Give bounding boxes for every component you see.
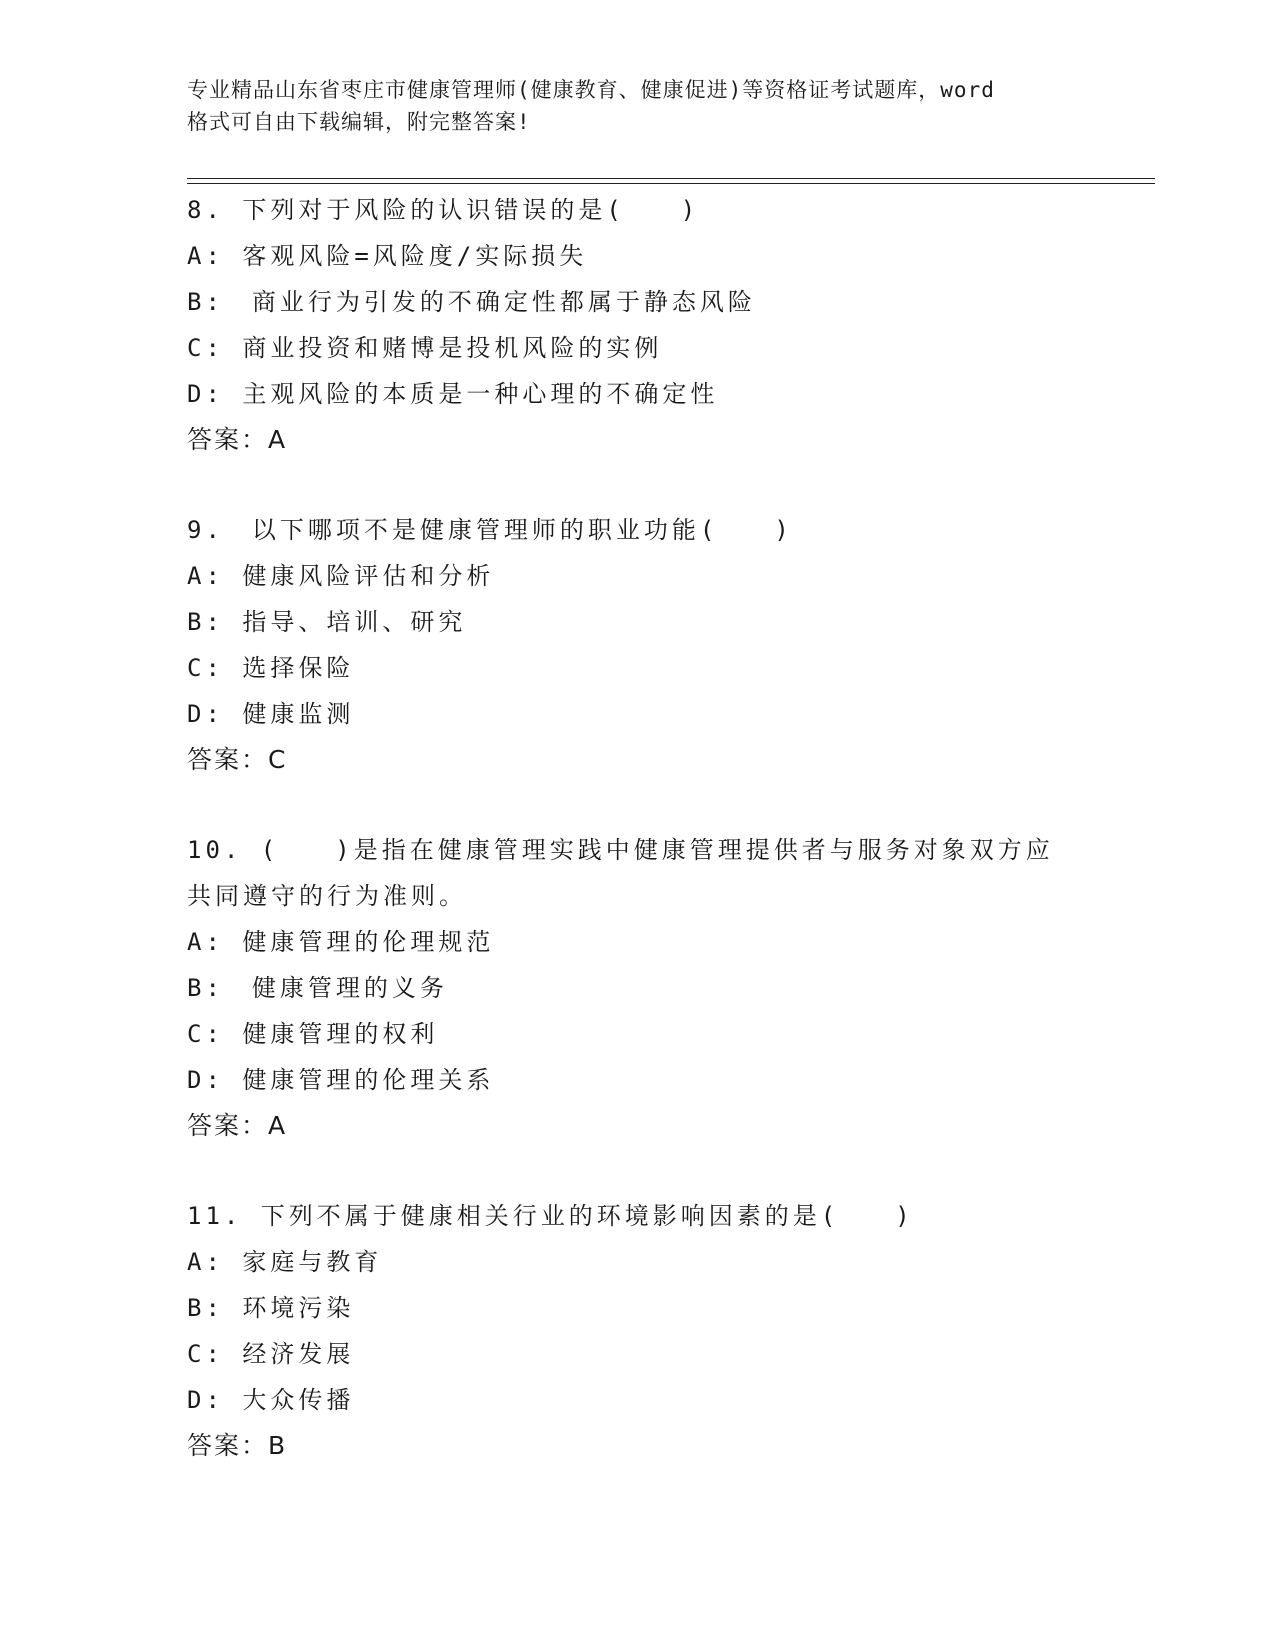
question-stem: 8. 下列对于风险的认识错误的是( ) xyxy=(187,196,700,224)
header-line-2: 格式可自由下载编辑，附完整答案! xyxy=(187,110,531,134)
question-11 xyxy=(187,1193,1087,1469)
question-8 xyxy=(187,187,1087,463)
question-10 xyxy=(187,827,1087,1149)
question-stem: 9. 以下哪项不是健康管理师的职业功能( ) xyxy=(187,516,793,544)
document-header xyxy=(187,74,1087,138)
option-d: D: 健康监测 xyxy=(187,700,355,728)
option-d: D: 主观风险的本质是一种心理的不确定性 xyxy=(187,380,719,408)
answer: 答案：B xyxy=(187,1431,288,1460)
header-line-1: 专业精品山东省枣庄市健康管理师(健康教育、健康促进)等资格证考试题库，word xyxy=(187,78,995,102)
option-c: C: 商业投资和赌博是投机风险的实例 xyxy=(187,334,663,362)
option-a: A: 健康管理的伦理规范 xyxy=(187,928,495,956)
answer: 答案：A xyxy=(187,425,288,454)
option-b: B: 环境污染 xyxy=(187,1294,355,1322)
option-a: A: 健康风险评估和分析 xyxy=(187,562,495,590)
option-b: B: 健康管理的义务 xyxy=(187,974,448,1002)
option-b: B: 商业行为引发的不确定性都属于静态风险 xyxy=(187,288,756,316)
question-stem: 11. 下列不属于健康相关行业的环境影响因素的是( ) xyxy=(187,1202,914,1230)
option-c: C: 经济发展 xyxy=(187,1340,355,1368)
option-a: A: 客观风险=风险度/实际损失 xyxy=(187,242,588,270)
header-divider-bottom xyxy=(187,183,1155,184)
answer: 答案：C xyxy=(187,745,288,774)
question-stem-line-2: 共同遵守的行为准则。 xyxy=(187,882,467,910)
option-d: D: 大众传播 xyxy=(187,1386,355,1414)
answer: 答案：A xyxy=(187,1111,288,1140)
option-c: C: 选择保险 xyxy=(187,654,355,682)
option-d: D: 健康管理的伦理关系 xyxy=(187,1066,495,1094)
option-c: C: 健康管理的权利 xyxy=(187,1020,439,1048)
option-a: A: 家庭与教育 xyxy=(187,1248,383,1276)
option-b: B: 指导、培训、研究 xyxy=(187,608,467,636)
question-9 xyxy=(187,507,1087,783)
question-stem-line-1: 10. ( )是指在健康管理实践中健康管理提供者与服务对象双方应 xyxy=(187,836,1054,864)
header-divider-top xyxy=(187,178,1155,179)
